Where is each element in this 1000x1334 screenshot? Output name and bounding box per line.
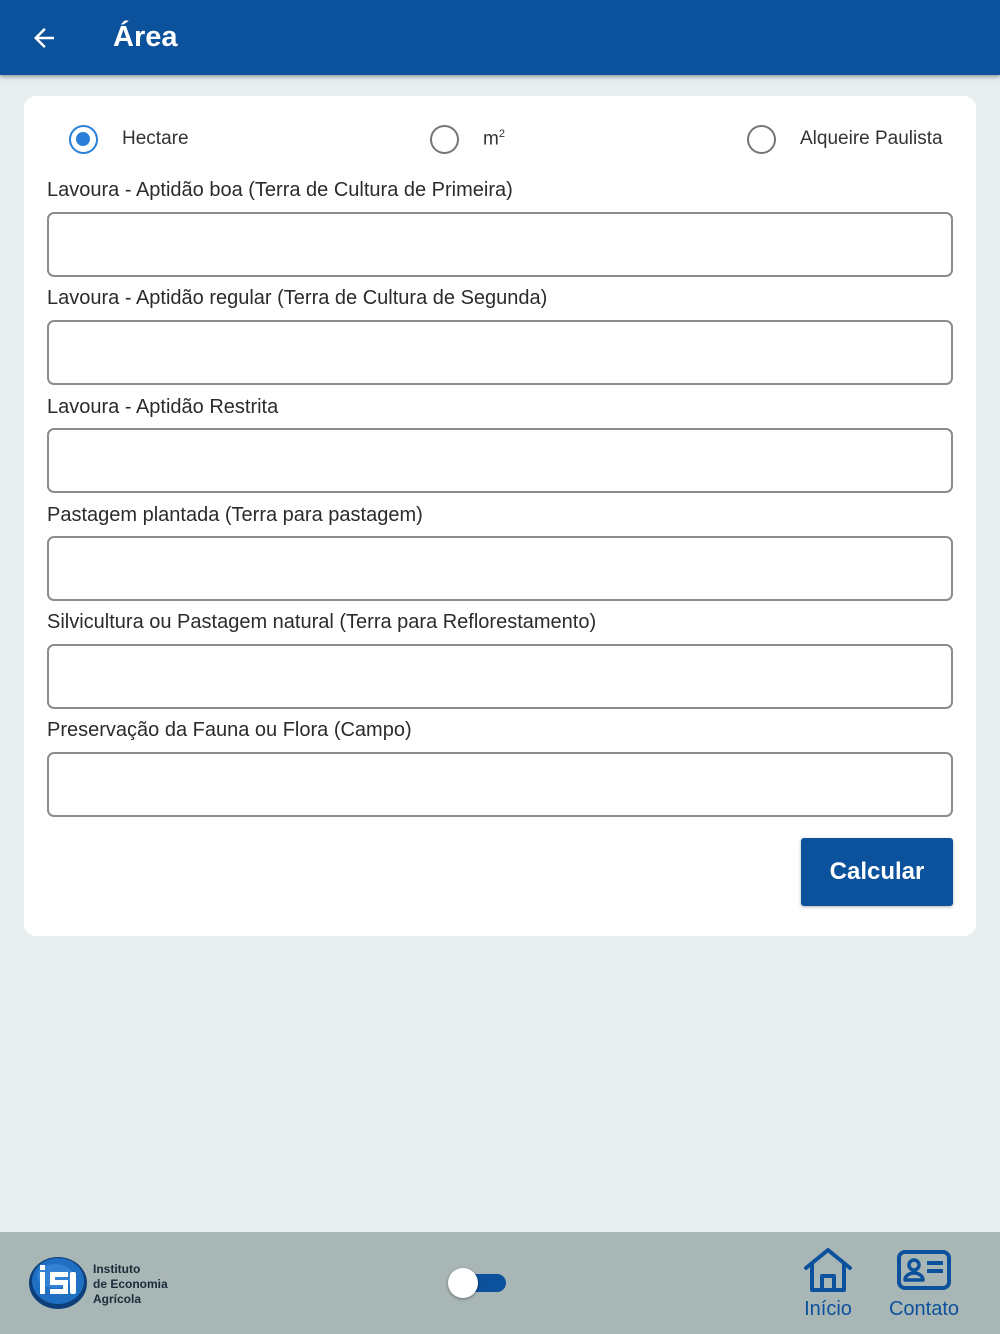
logo-text: Instituto de Economia Agrícola: [93, 1262, 168, 1306]
radio-m2[interactable]: [430, 124, 505, 154]
home-icon: [800, 1246, 856, 1294]
arrow-left-icon: [29, 23, 59, 53]
nav-inicio[interactable]: [800, 1246, 856, 1321]
field-label-pastagem-plantada: Pastagem plantada (Terra para pastagem): [47, 504, 423, 526]
radio-label-hectare: Hectare: [122, 128, 189, 149]
radio-hectare[interactable]: [69, 124, 189, 154]
field-label-silvicultura: Silvicultura ou Pastagem natural (Terra para Reflorestamento): [47, 611, 597, 633]
lavoura-boa-input[interactable]: [47, 212, 953, 277]
preservacao-input[interactable]: [47, 752, 953, 817]
field-label-preservacao: Preservação da Fauna ou Flora (Campo): [47, 719, 412, 741]
nav-label-contato: Contato: [888, 1298, 960, 1320]
page-title: Área: [113, 21, 178, 53]
radio-unchecked-icon[interactable]: [747, 125, 776, 154]
lavoura-regular-input[interactable]: [47, 320, 953, 385]
calculate-button[interactable]: Calcular: [801, 838, 953, 906]
contact-card-icon: [885, 1246, 963, 1294]
iea-logo: [28, 1252, 208, 1314]
radio-unchecked-icon[interactable]: [430, 125, 459, 154]
radio-checked-icon[interactable]: [69, 125, 98, 154]
bottom-bar: [0, 1232, 1000, 1334]
nav-contato[interactable]: [885, 1246, 963, 1321]
field-label-lavoura-regular: Lavoura - Aptidão regular (Terra de Cultura de Segunda): [47, 287, 548, 309]
back-button[interactable]: [22, 16, 66, 60]
radio-label-alqueire-paulista: Alqueire Paulista: [800, 128, 943, 149]
field-label-lavoura-restrita: Lavoura - Aptidão Restrita: [47, 396, 279, 418]
field-label-lavoura-boa: Lavoura - Aptidão boa (Terra de Cultura de Primeira): [47, 179, 513, 201]
iea-logo-mark: [28, 1254, 88, 1310]
radio-alqueire-paulista[interactable]: [747, 124, 943, 154]
toggle-knob: [448, 1268, 478, 1298]
pastagem-plantada-input[interactable]: [47, 536, 953, 601]
silvicultura-input[interactable]: [47, 644, 953, 709]
theme-toggle[interactable]: [448, 1268, 508, 1298]
app-bar: [0, 0, 1000, 75]
radio-label-m2: $m^2$: [483, 127, 505, 150]
nav-label-inicio: Início: [804, 1298, 852, 1320]
lavoura-restrita-input[interactable]: [47, 428, 953, 493]
